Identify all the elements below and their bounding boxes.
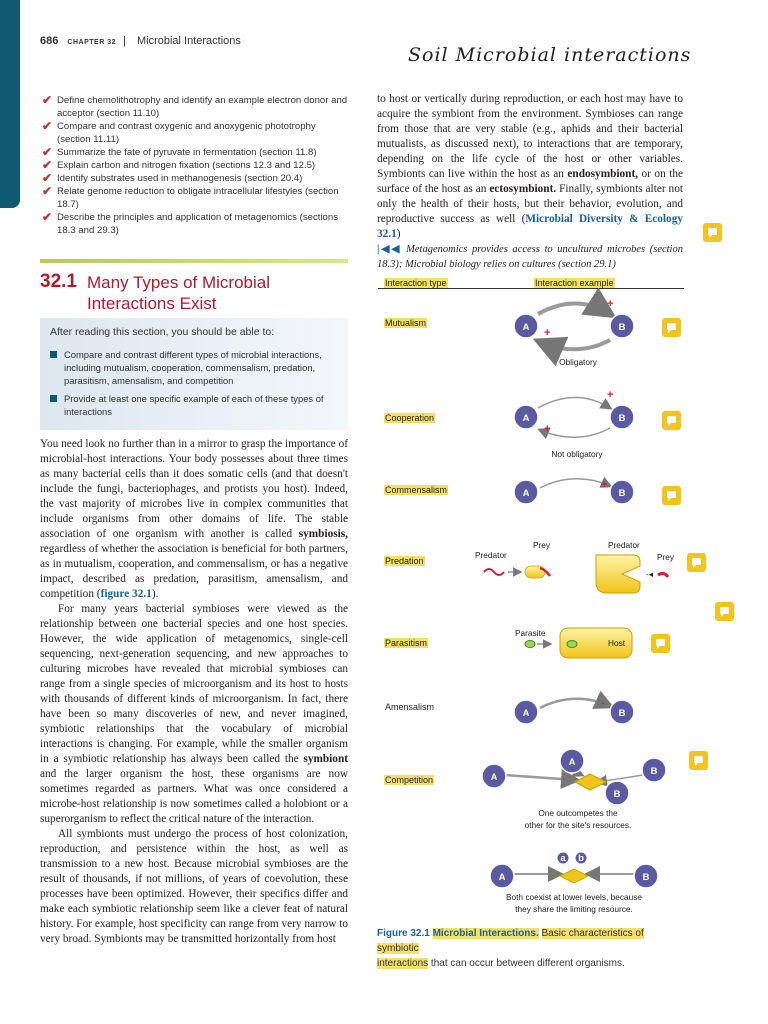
list-item: ✔ Relate genome reduction to obligate intracellular lifestyles (section 18.7) xyxy=(42,184,339,210)
list-item: acceptor (section 11.10) xyxy=(57,108,160,119)
outcompetes-caption-2: other for the site's resources. xyxy=(524,820,632,830)
row-label-cooperation: Cooperation xyxy=(385,413,435,423)
plus-sign: + xyxy=(544,423,551,435)
check-icon: ✔ xyxy=(42,145,53,159)
node-a-label: A xyxy=(522,322,530,333)
section-rule xyxy=(40,259,348,263)
paragraph: to host or vertically during reproduction, or each host may have to acquire the symbiont from the environment. Symbioses can range from those that are very stable (e.g., aphids and their bacterial mutualists, as discussed next), to interactions that are temporary, depending on the life cycle of the host or other variables. Symbionts can live within the host as an endosymbiont, or on the surface of the host as an ectosymbiont. Finally, symbionts alter not only the health of their hosts, but their behavior, evolution, and reproductive success as well (Microbial Diversity & Ecology 32.1) xyxy=(377,93,684,240)
node-small-a-label: a xyxy=(560,853,566,864)
chapter-title: Microbial Interactions xyxy=(136,35,241,47)
chapter-label: CHAPTER 32 xyxy=(67,39,116,46)
row-label-amensalism: Amensalism xyxy=(385,702,435,712)
node-a-label: A xyxy=(522,413,530,424)
figure-title: Microbial Interactions. xyxy=(432,928,539,939)
check-icon: ✔ xyxy=(42,184,53,198)
page-number: 686 xyxy=(40,35,59,47)
back-arrow-icon: |◀◀ xyxy=(377,244,402,255)
learning-outcome-item: Compare and contrast different types of microbial interactions, including mutualism, cooperation, commensalism, predation, parasitism, amensalism, and competition xyxy=(50,348,342,387)
list-item: ✔ Summarize the fate of pyruvate in fermentation (section 11.8) xyxy=(42,145,317,159)
coexist-caption-2: they share the limiting resource. xyxy=(515,904,633,914)
list-item: ✔ Compare and contrast oxygenic and anoxygenic phototrophy (section 11.11) xyxy=(42,119,316,145)
comment-icon[interactable] xyxy=(651,634,670,653)
cross-reference: |◀◀ Metagenomics provides access to uncultured microbes (section 18.3); Microbial biology relies on cultures (section 29.1) xyxy=(377,244,683,270)
bullet-square-icon xyxy=(50,351,57,358)
commensalism-diagram xyxy=(514,479,634,504)
prey-label: Prey xyxy=(657,552,675,562)
list-item: ✔ Identify substrates used in methanogenesis (section 20.4) xyxy=(42,171,303,185)
node-a-label: A xyxy=(498,872,506,883)
learning-outcome-item: Provide at least one specific example of each of these types of interactions xyxy=(50,392,342,418)
outcompetes-caption-1: One outcompetes the xyxy=(538,808,618,818)
node-b-label: B xyxy=(618,413,626,424)
minus-sign: - xyxy=(601,697,605,709)
box-link[interactable]: Microbial Diversity & Ecology 32.1 xyxy=(377,213,683,240)
list-item: ✔ Explain carbon and nitrogen fixation (sections 12.3 and 12.5) xyxy=(42,158,316,172)
node-b-label: B xyxy=(618,322,626,333)
node-b-label: B xyxy=(613,789,621,800)
amensalism-diagram xyxy=(514,697,634,724)
predator-label: Predator xyxy=(608,540,640,550)
node-b-label: B xyxy=(618,488,626,499)
check-icon: ✔ xyxy=(42,171,53,185)
chapter-tab xyxy=(0,0,20,208)
comment-icon[interactable] xyxy=(662,411,681,430)
column-header-example: Interaction example xyxy=(535,278,614,288)
node-a-label: A xyxy=(522,708,530,719)
handwritten-annotation: Soil Microbial interactions xyxy=(408,44,692,66)
comment-icon[interactable] xyxy=(689,751,708,770)
paragraph: All symbionts must undergo the process of host colonization, reproduction, and persistence within the host, as well as transmission to a new host. Because microbial symbioses are the result of thousands, if not millions, of years of coevolution, these processes have been optimized. However, their specifics differ and make each symbiotic relationship seem like a clever feat of natural history. For example, host specificity can range from very narrow to very broad. Symbionts may be transmitted horizontally from host xyxy=(40,828,348,945)
page-header xyxy=(40,35,241,47)
bullet-square-icon xyxy=(50,395,57,402)
cooperation-diagram xyxy=(514,389,634,459)
plus-sign: + xyxy=(607,389,614,401)
body-text-left xyxy=(40,437,348,947)
not-obligatory-label: Not obligatory xyxy=(551,449,603,459)
row-label-competition: Competition xyxy=(385,775,434,785)
parasitism-diagram xyxy=(515,628,632,658)
node-a-label: A xyxy=(522,488,530,499)
prerequisite-list xyxy=(42,94,348,237)
figure-32-1 xyxy=(378,270,684,914)
predator-icon xyxy=(484,569,504,575)
paragraph: You need look no further than in a mirror to grasp the importance of microbial-host interactions. Your body possesses about three times as many bacterial cells than it does somatic cells (and that doesn't include the fungi, bacteriophages, and protists you host). Indeed, the vast majority of microbes live in complex communities that include organisms from other domains of life. The stable association of one organism with another is called symbiosis, regardless of whether the association is beneficial for both partners, as in mutualism, cooperation, and commensalism, or has a negative impact, described as predation, parasitism, amensalism, and competition (figure 32.1). xyxy=(40,438,348,600)
check-icon: ✔ xyxy=(42,93,53,107)
node-b-label: B xyxy=(618,708,626,719)
comment-icon[interactable] xyxy=(687,553,706,572)
predation-diagram xyxy=(475,540,675,593)
predator-label: Predator xyxy=(475,550,507,560)
plus-sign: + xyxy=(601,479,608,491)
check-icon: ✔ xyxy=(42,119,53,133)
learning-outcomes-box xyxy=(40,318,348,430)
check-icon: ✔ xyxy=(42,158,53,172)
plus-sign: + xyxy=(607,298,614,310)
plus-sign: + xyxy=(544,327,551,339)
comment-icon[interactable] xyxy=(662,486,681,505)
section-title: Many Types of Microbial Interactions Exist xyxy=(87,273,270,313)
competition-diagram-2 xyxy=(490,852,658,914)
list-item: ✔ Define chemolithotrophy and identify an example electron donor and xyxy=(42,93,348,107)
column-header-type: Interaction type xyxy=(385,278,447,288)
svg-text:-◂: -◂ xyxy=(646,569,653,579)
coexist-caption-1: Both coexist at lower levels, because xyxy=(505,892,643,902)
obligatory-label: Obligatory xyxy=(559,357,597,367)
comment-icon[interactable] xyxy=(715,602,734,621)
mutualism-diagram xyxy=(514,298,634,367)
comment-icon[interactable] xyxy=(703,223,722,242)
row-label-predation: Predation xyxy=(385,556,424,566)
check-icon: ✔ xyxy=(42,210,53,224)
figure-label: Figure 32.1 xyxy=(377,928,430,939)
node-a-label: A xyxy=(568,757,576,768)
predator-cell-icon xyxy=(596,555,640,593)
list-item: ✔ Describe the principles and application of metagenomics (sections xyxy=(42,210,339,224)
row-label-commensalism: Commensalism xyxy=(385,485,448,495)
node-a-label: A xyxy=(490,772,498,783)
figure-link[interactable]: figure 32.1 xyxy=(100,588,152,600)
competition-diagram-1 xyxy=(482,749,666,830)
row-label-mutualism: Mutualism xyxy=(385,318,427,328)
header-separator: | xyxy=(123,35,126,47)
node-b-label: B xyxy=(642,872,650,883)
section-number: 32.1 xyxy=(40,271,77,292)
node-b-label: B xyxy=(650,766,658,777)
learning-outcomes-intro: After reading this section, you should be able to: xyxy=(50,326,275,338)
row-label-parasitism: Parasitism xyxy=(385,638,428,648)
prey-icon xyxy=(658,573,668,577)
host-label: Host xyxy=(608,638,626,648)
parasite-label: Parasite xyxy=(515,628,546,638)
figure-caption: Figure 32.1 Microbial Interactions. Basic characteristics of symbiotic interactions that can occur between different organisms. xyxy=(377,928,644,969)
prey-label: Prey xyxy=(533,540,551,550)
interaction-diagram xyxy=(378,270,684,920)
body-text-right xyxy=(377,92,683,272)
paragraph: For many years bacterial symbioses were viewed as the relationship between one bacterial species and one host species. However, the wide application of metagenomics, single-cell sequencing, next-generation sequencing, and new approaches to culturing microbes have revealed that microbial symbioses can range from a single species of microorganism and its host to hosts with thousands of different kinds of microorganism. In fact, there have been so many discoveries of new, and never imagined, symbiotic relationships that the vocabulary of microbial interactions is changing. For example, while the smaller organism in a symbiotic relationship has always been called the symbiont and the larger organism the host, these organisms are now sometimes regarded as partners. What was once considered a microbe-host relationship is now sometimes called a holobiont or a superorganism to reflect the critical nature of the interaction. xyxy=(40,603,348,825)
list-item: 18.3 and 29.3) xyxy=(57,225,119,236)
comment-icon[interactable] xyxy=(662,318,681,337)
node-small-b-label: b xyxy=(578,853,584,864)
